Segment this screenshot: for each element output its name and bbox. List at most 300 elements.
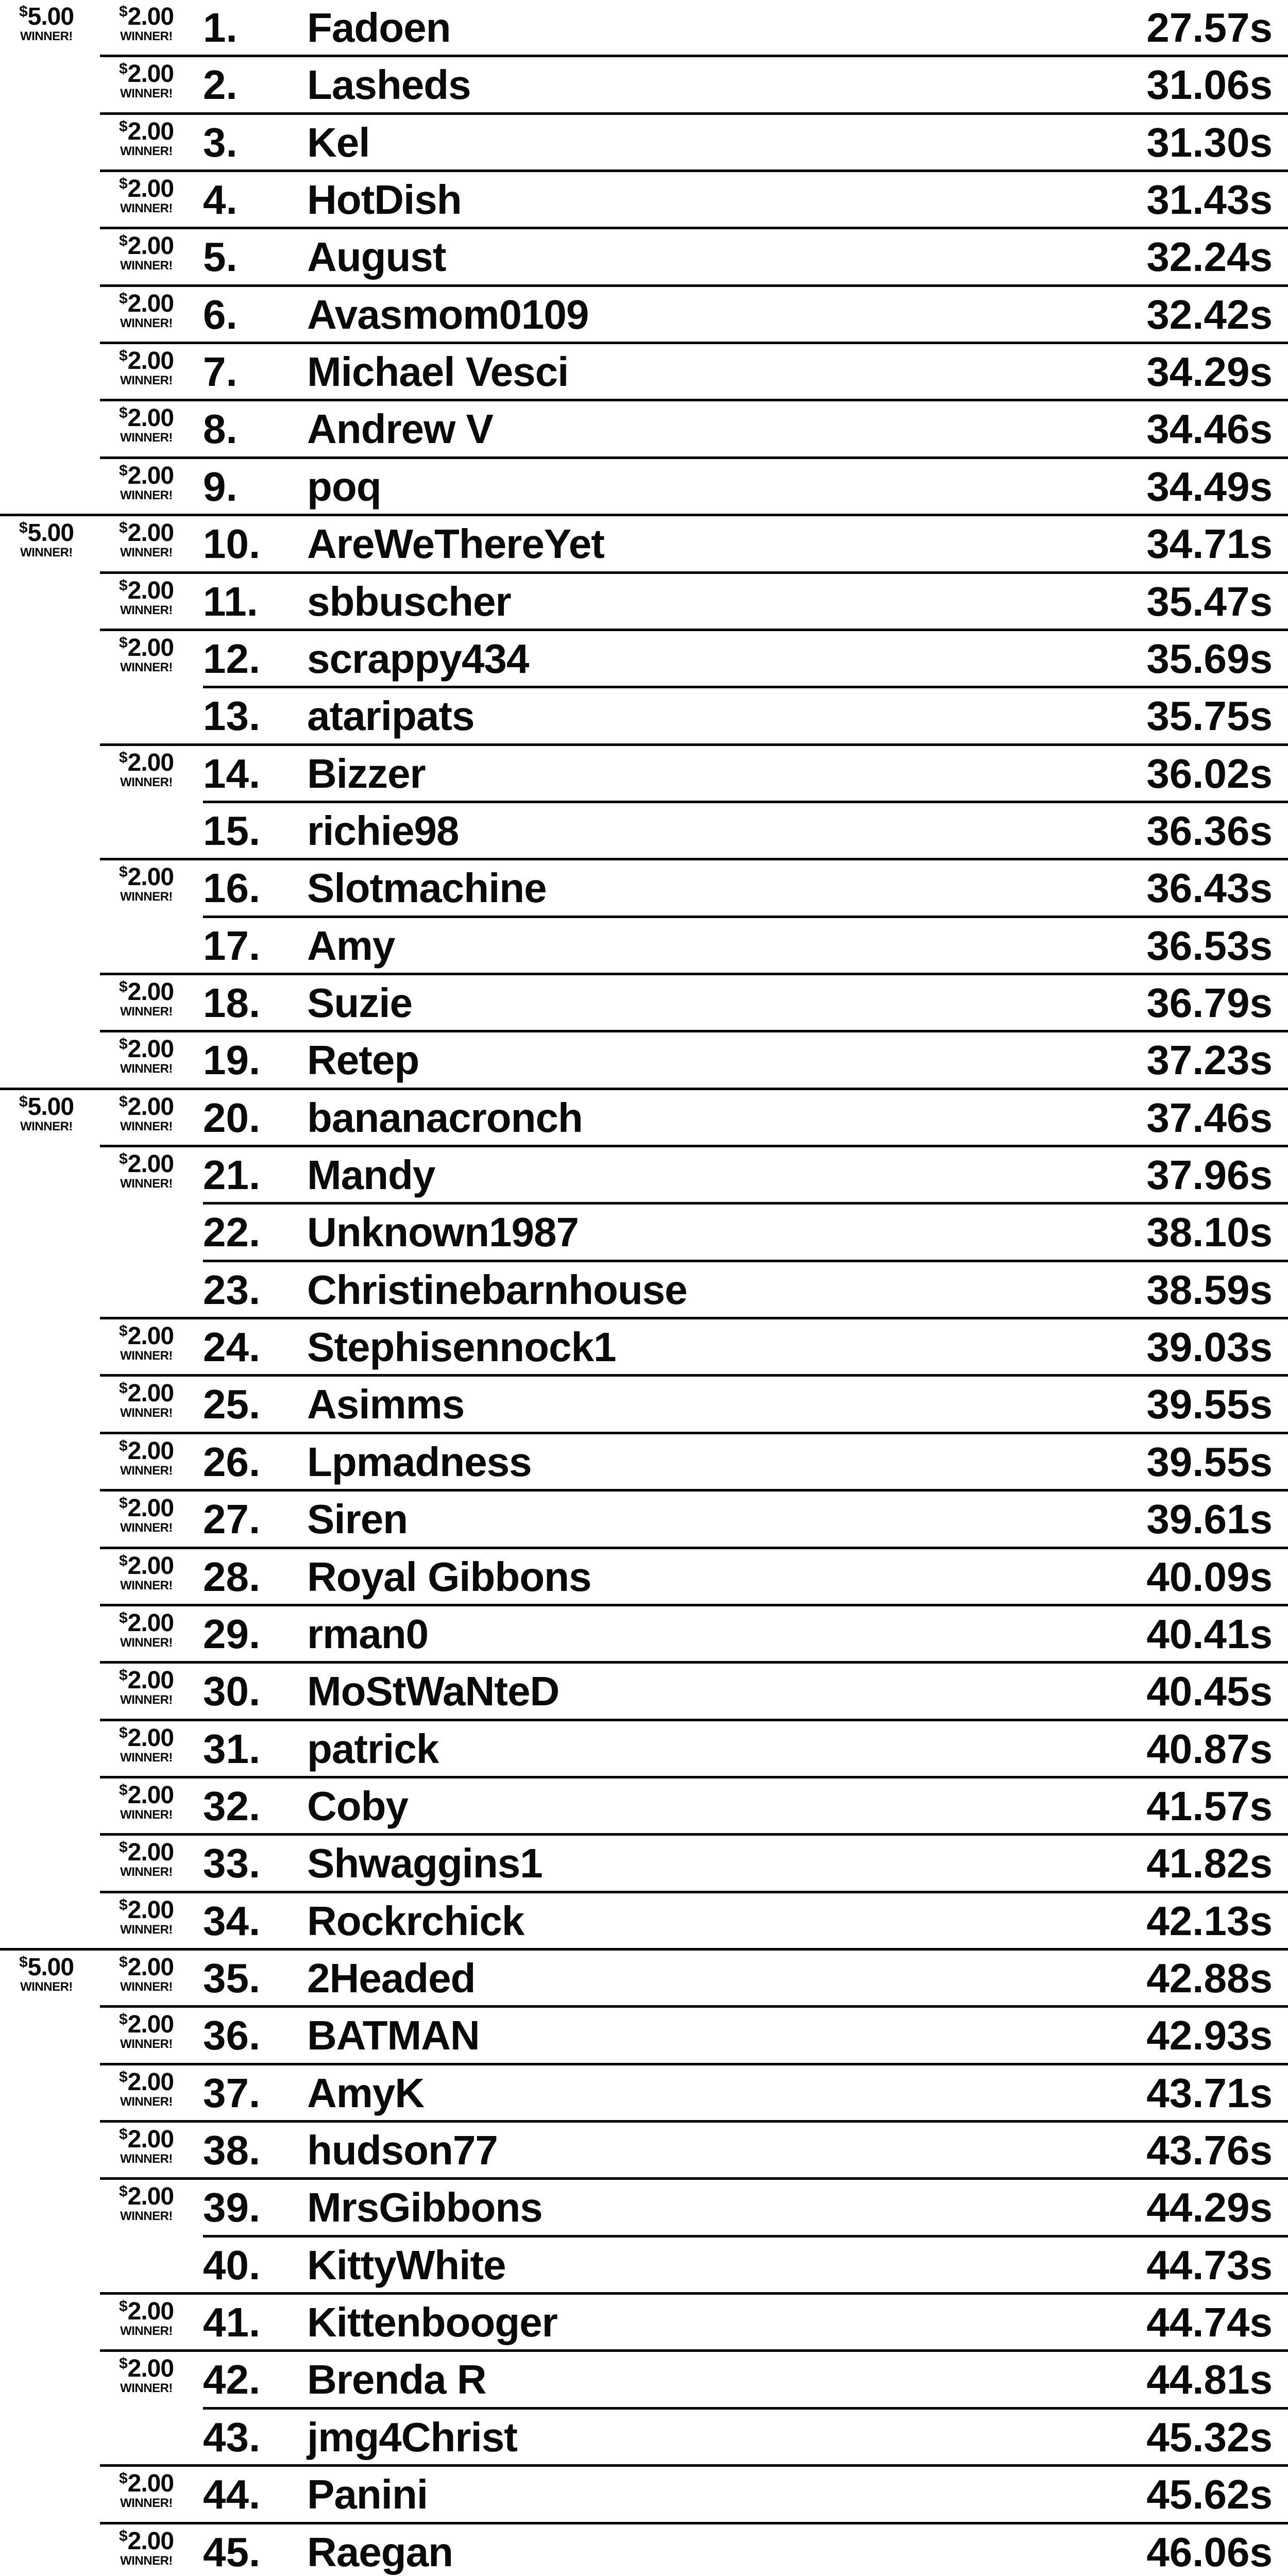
badge-dollars: 2.00 <box>127 978 174 1006</box>
leaderboard-row <box>0 1032 1288 1090</box>
badge-label: WINNER! <box>120 431 173 445</box>
player-name: Avasmom0109 <box>307 291 589 337</box>
two-dollar-winner-badge <box>100 2529 193 2567</box>
player-name: Andrew V <box>307 406 493 452</box>
player-name: Shwaggins1 <box>307 1840 543 1887</box>
player-name: richie98 <box>307 807 459 854</box>
leaderboard-row <box>0 115 1288 172</box>
two-dollar-winner-badge <box>100 1151 193 1190</box>
badge-label: WINNER! <box>120 2209 173 2224</box>
badge-amount <box>119 1381 174 1406</box>
leaderboard-row <box>0 574 1288 631</box>
rank-number: 28. <box>203 1553 261 1600</box>
badge-dollars: 2.00 <box>127 462 174 489</box>
badge-dollars: 2.00 <box>127 175 174 203</box>
two-dollar-winner-badge <box>100 865 193 903</box>
finish-time: 31.30s <box>1146 119 1273 165</box>
badge-label: WINNER! <box>120 1005 173 1019</box>
finish-time: 34.29s <box>1146 349 1273 395</box>
rank-number: 23. <box>203 1266 261 1313</box>
badge-dollars: 5.00 <box>27 519 74 547</box>
badge-dollars: 2.00 <box>127 3 174 30</box>
leaderboard-row <box>0 2008 1288 2065</box>
badge-dollars: 2.00 <box>127 2183 174 2211</box>
badge-label: WINNER! <box>120 144 173 158</box>
leaderboard-row <box>0 1262 1288 1319</box>
badge-amount <box>119 578 174 603</box>
two-dollar-winner-badge <box>100 233 193 272</box>
rank-number: 12. <box>203 635 261 682</box>
leaderboard-row <box>0 1549 1288 1606</box>
two-dollar-winner-badge <box>100 405 193 444</box>
badge-label: WINNER! <box>120 2496 173 2511</box>
finish-time: 35.47s <box>1146 578 1273 624</box>
badge-label: WINNER! <box>120 488 173 502</box>
finish-time: 44.74s <box>1146 2299 1273 2346</box>
badge-amount <box>119 865 174 890</box>
badge-label: WINNER! <box>120 201 173 216</box>
rank-number: 9. <box>203 463 238 510</box>
badge-dollars: 2.00 <box>127 290 174 317</box>
badge-label: WINNER! <box>20 1980 73 1994</box>
badge-dollars: 2.00 <box>127 1036 174 1063</box>
two-dollar-winner-badge <box>100 1496 193 1534</box>
player-name: Kittenbooger <box>307 2299 557 2346</box>
finish-time: 46.06s <box>1146 2529 1273 2575</box>
player-name: AreWeThereYet <box>307 521 604 567</box>
badge-currency: $ <box>118 290 127 307</box>
leaderboard-row <box>0 2065 1288 2123</box>
badge-label: WINNER! <box>120 1349 173 1363</box>
player-name: sbbuscher <box>307 578 511 624</box>
player-name: Stephisennock1 <box>307 1324 616 1370</box>
badge-dollars: 5.00 <box>27 1954 74 1981</box>
badge-dollars: 2.00 <box>127 2355 174 2383</box>
badge-dollars: 2.00 <box>127 347 174 375</box>
player-name: ataripats <box>307 693 474 739</box>
badge-dollars: 2.00 <box>127 2126 174 2154</box>
two-dollar-winner-badge <box>100 1094 193 1133</box>
badge-currency: $ <box>118 1954 127 1971</box>
badge-amount <box>119 1037 174 1062</box>
rank-number: 19. <box>203 1037 261 1083</box>
badge-amount <box>119 1840 174 1865</box>
leaderboard-row <box>0 2524 1288 2576</box>
badge-currency: $ <box>118 2126 127 2143</box>
badge-amount <box>119 1783 174 1808</box>
badge-currency: $ <box>118 1036 127 1053</box>
finish-time: 27.57s <box>1146 5 1273 50</box>
finish-time: 35.75s <box>1146 693 1273 739</box>
leaderboard-row <box>0 975 1288 1032</box>
badge-amount <box>119 1955 174 1980</box>
badge-dollars: 2.00 <box>127 1437 174 1465</box>
badge-label: WINNER! <box>120 1807 173 1822</box>
badge-amount <box>119 176 174 201</box>
badge-currency: $ <box>118 117 127 135</box>
finish-time: 34.71s <box>1146 521 1273 567</box>
rank-number: 2. <box>203 62 238 108</box>
two-dollar-winner-badge <box>100 1897 193 1936</box>
badge-dollars: 2.00 <box>127 863 174 891</box>
rank-number: 5. <box>203 234 238 280</box>
badge-label: WINNER! <box>120 1062 173 1076</box>
player-name: Fadoen <box>307 5 451 50</box>
player-name: scrappy434 <box>307 635 529 682</box>
rank-number: 40. <box>203 2242 261 2288</box>
player-name: Christinebarnhouse <box>307 1266 687 1313</box>
leaderboard-row <box>0 1319 1288 1377</box>
two-dollar-winner-badge <box>100 2070 193 2108</box>
badge-dollars: 2.00 <box>127 519 174 547</box>
badge-amount <box>19 4 74 29</box>
badge-currency: $ <box>19 1954 27 1971</box>
leaderboard-row <box>0 1721 1288 1778</box>
two-dollar-winner-badge <box>100 1725 193 1764</box>
badge-dollars: 2.00 <box>127 1667 174 1694</box>
finish-time: 38.59s <box>1146 1266 1273 1313</box>
rank-number: 8. <box>203 406 238 452</box>
player-name: Royal Gibbons <box>307 1553 591 1600</box>
badge-currency: $ <box>118 232 127 250</box>
badge-amount <box>119 2529 174 2554</box>
badge-currency: $ <box>118 2183 127 2200</box>
two-dollar-winner-badge <box>100 119 193 158</box>
badge-amount <box>119 1496 174 1521</box>
two-dollar-winner-badge <box>100 750 193 789</box>
finish-time: 36.43s <box>1146 865 1273 911</box>
leaderboard-row <box>0 229 1288 286</box>
leaderboard-row <box>0 860 1288 918</box>
badge-amount <box>119 463 174 488</box>
rank-number: 43. <box>203 2414 261 2460</box>
two-dollar-winner-badge <box>100 2471 193 2510</box>
player-name: bananacronch <box>307 1094 583 1141</box>
two-dollar-winner-badge <box>100 1438 193 1477</box>
badge-label: WINNER! <box>120 2037 173 2052</box>
two-dollar-winner-badge <box>100 291 193 330</box>
badge-label: WINNER! <box>120 1578 173 1592</box>
badge-amount <box>119 1151 174 1177</box>
two-dollar-winner-badge <box>100 520 193 559</box>
badge-label: WINNER! <box>120 890 173 904</box>
badge-amount <box>119 750 174 775</box>
badge-currency: $ <box>118 1380 127 1397</box>
rank-number: 22. <box>203 1209 261 1256</box>
leaderboard-row <box>0 1492 1288 1549</box>
badge-label: WINNER! <box>120 1865 173 1879</box>
badge-currency: $ <box>118 1781 127 1799</box>
rank-number: 26. <box>203 1438 261 1485</box>
badge-label: WINNER! <box>120 1463 173 1478</box>
badge-currency: $ <box>118 2470 127 2487</box>
player-name: MrsGibbons <box>307 2184 543 2231</box>
rank-number: 1. <box>203 5 238 50</box>
two-dollar-winner-badge <box>100 2184 193 2223</box>
rank-number: 10. <box>203 521 261 567</box>
player-name: hudson77 <box>307 2127 498 2174</box>
finish-time: 39.55s <box>1146 1381 1273 1428</box>
finish-time: 36.02s <box>1146 750 1273 796</box>
finish-time: 39.55s <box>1146 1438 1273 1485</box>
rank-number: 21. <box>203 1152 261 1198</box>
badge-currency: $ <box>118 2011 127 2028</box>
leaderboard-row <box>0 344 1288 401</box>
badge-dollars: 2.00 <box>127 1150 174 1178</box>
leaderboard-row <box>0 1893 1288 1951</box>
badge-currency: $ <box>118 1839 127 1856</box>
badge-amount <box>119 4 174 29</box>
player-name: Suzie <box>307 980 412 1026</box>
player-name: Kel <box>307 119 370 165</box>
finish-time: 36.36s <box>1146 807 1273 854</box>
badge-amount <box>19 1094 74 1120</box>
badge-label: WINNER! <box>120 374 173 388</box>
player-name: Bizzer <box>307 750 426 796</box>
player-name: BATMAN <box>307 2012 480 2059</box>
two-dollar-winner-badge <box>100 348 193 387</box>
rank-number: 24. <box>203 1324 261 1370</box>
badge-dollars: 2.00 <box>127 404 174 432</box>
finish-time: 45.32s <box>1146 2414 1273 2460</box>
badge-label: WINNER! <box>120 1693 173 1707</box>
player-name: Coby <box>307 1783 408 1829</box>
rank-number: 6. <box>203 291 238 337</box>
badge-currency: $ <box>118 1724 127 1741</box>
badge-currency: $ <box>118 1495 127 1512</box>
leaderboard-row <box>0 516 1288 573</box>
badge-amount <box>119 635 174 660</box>
finish-time: 32.24s <box>1146 234 1273 280</box>
badge-amount <box>119 520 174 546</box>
badge-dollars: 2.00 <box>127 1495 174 1522</box>
badge-currency: $ <box>118 1093 127 1110</box>
rank-number: 44. <box>203 2471 261 2518</box>
leaderboard-row <box>0 1205 1288 1262</box>
rank-number: 42. <box>203 2357 261 2403</box>
rank-number: 16. <box>203 865 261 911</box>
finish-time: 34.49s <box>1146 463 1273 510</box>
player-name: patrick <box>307 1725 439 1772</box>
player-name: Mandy <box>307 1152 435 1198</box>
badge-amount <box>119 2184 174 2209</box>
finish-time: 44.29s <box>1146 2184 1273 2231</box>
rank-number: 41. <box>203 2299 261 2346</box>
finish-time: 36.79s <box>1146 980 1273 1026</box>
leaderboard-row <box>0 803 1288 860</box>
badge-currency: $ <box>118 749 127 766</box>
finish-time: 41.57s <box>1146 1783 1273 1829</box>
player-name: Amy <box>307 922 395 969</box>
finish-time: 44.81s <box>1146 2357 1273 2403</box>
five-dollar-winner-badge <box>2 520 91 559</box>
finish-time: 35.69s <box>1146 635 1273 682</box>
badge-currency: $ <box>118 1667 127 1684</box>
leaderboard-row <box>0 172 1288 229</box>
two-dollar-winner-badge <box>100 463 193 502</box>
five-dollar-winner-badge <box>2 4 91 43</box>
badge-dollars: 2.00 <box>127 2068 174 2096</box>
finish-time: 43.76s <box>1146 2127 1273 2174</box>
leaderboard-row <box>0 1434 1288 1492</box>
finish-time: 45.62s <box>1146 2471 1273 2518</box>
rank-number: 29. <box>203 1611 261 1657</box>
leaderboard-row <box>0 2295 1288 2352</box>
rank-number: 36. <box>203 2012 261 2059</box>
badge-currency: $ <box>118 3 127 20</box>
badge-label: WINNER! <box>120 2094 173 2109</box>
two-dollar-winner-badge <box>100 176 193 215</box>
badge-amount <box>119 1553 174 1579</box>
badge-dollars: 2.00 <box>127 60 174 88</box>
badge-dollars: 2.00 <box>127 634 174 662</box>
badge-currency: $ <box>118 978 127 995</box>
badge-label: WINNER! <box>120 316 173 330</box>
badge-dollars: 2.00 <box>127 577 174 604</box>
leaderboard-row <box>0 2410 1288 2467</box>
two-dollar-winner-badge <box>100 2356 193 2395</box>
badge-currency: $ <box>118 2355 127 2372</box>
rank-number: 11. <box>203 578 258 624</box>
badge-dollars: 2.00 <box>127 749 174 776</box>
rank-number: 27. <box>203 1496 261 1543</box>
leaderboard-row <box>0 459 1288 516</box>
badge-amount <box>119 348 174 374</box>
badge-currency: $ <box>118 404 127 422</box>
badge-label: WINNER! <box>120 1750 173 1765</box>
two-dollar-winner-badge <box>100 4 193 43</box>
badge-currency: $ <box>118 60 127 78</box>
rank-number: 35. <box>203 1955 261 2001</box>
finish-time: 39.03s <box>1146 1324 1273 1370</box>
badge-amount <box>19 1955 74 1980</box>
badge-amount <box>119 1725 174 1751</box>
badge-dollars: 5.00 <box>27 3 74 30</box>
leaderboard-row <box>0 2352 1288 2409</box>
leaderboard-row <box>0 1836 1288 1893</box>
finish-time: 40.87s <box>1146 1725 1273 1772</box>
rank-number: 33. <box>203 1840 261 1887</box>
finish-time: 39.61s <box>1146 1496 1273 1543</box>
leaderboard-row <box>0 746 1288 803</box>
leaderboard-row <box>0 1951 1288 2008</box>
badge-dollars: 2.00 <box>127 1323 174 1350</box>
two-dollar-winner-badge <box>100 1324 193 1362</box>
rank-number: 15. <box>203 807 261 854</box>
badge-label: WINNER! <box>120 660 173 674</box>
two-dollar-winner-badge <box>100 1840 193 1878</box>
badge-dollars: 2.00 <box>127 117 174 145</box>
badge-dollars: 2.00 <box>127 1954 174 1981</box>
finish-time: 37.96s <box>1146 1152 1273 1198</box>
player-name: HotDish <box>307 177 462 223</box>
rank-number: 39. <box>203 2184 261 2231</box>
two-dollar-winner-badge <box>100 979 193 1018</box>
badge-currency: $ <box>118 1552 127 1569</box>
player-name: AmyK <box>307 2070 425 2116</box>
player-name: jmg4Christ <box>307 2414 517 2460</box>
player-name: Rockrchick <box>307 1897 524 1944</box>
leaderboard-row <box>0 631 1288 688</box>
finish-time: 42.13s <box>1146 1897 1273 1944</box>
rank-number: 37. <box>203 2070 261 2116</box>
badge-amount <box>119 2070 174 2095</box>
badge-currency: $ <box>118 2298 127 2315</box>
badge-label: WINNER! <box>120 29 173 43</box>
badge-label: WINNER! <box>120 1521 173 1535</box>
badge-dollars: 2.00 <box>127 1552 174 1580</box>
player-name: KittyWhite <box>307 2242 506 2288</box>
badge-currency: $ <box>19 519 27 537</box>
two-dollar-winner-badge <box>100 1611 193 1649</box>
badge-label: WINNER! <box>120 546 173 560</box>
badge-dollars: 2.00 <box>127 2298 174 2326</box>
finish-time: 42.88s <box>1146 1955 1273 2001</box>
badge-dollars: 2.00 <box>127 1781 174 1809</box>
badge-amount <box>119 61 174 87</box>
player-name: MoStWaNteD <box>307 1668 560 1715</box>
rank-number: 14. <box>203 750 261 796</box>
badge-amount <box>119 1324 174 1349</box>
player-name: 2Headed <box>307 1955 476 2001</box>
badge-currency: $ <box>118 2527 127 2545</box>
badge-label: WINNER! <box>120 1635 173 1650</box>
badge-dollars: 2.00 <box>127 1093 174 1121</box>
badge-amount <box>119 979 174 1005</box>
rank-number: 45. <box>203 2529 261 2575</box>
two-dollar-winner-badge <box>100 1037 193 1075</box>
player-name: Lasheds <box>307 62 471 108</box>
badge-label: WINNER! <box>20 29 73 43</box>
badge-amount <box>119 1611 174 1636</box>
rank-number: 34. <box>203 1897 261 1944</box>
two-dollar-winner-badge <box>100 635 193 674</box>
badge-label: WINNER! <box>120 2152 173 2166</box>
player-name: Asimms <box>307 1381 465 1428</box>
finish-time: 38.10s <box>1146 1209 1273 1256</box>
leaderboard-row <box>0 2467 1288 2524</box>
badge-amount <box>119 405 174 431</box>
rank-number: 38. <box>203 2127 261 2174</box>
two-dollar-winner-badge <box>100 1783 193 1821</box>
finish-time: 40.41s <box>1146 1611 1273 1657</box>
badge-amount <box>119 1094 174 1120</box>
badge-currency: $ <box>118 347 127 365</box>
badge-currency: $ <box>118 1150 127 1168</box>
finish-time: 44.73s <box>1146 2242 1273 2288</box>
badge-label: WINNER! <box>120 1922 173 1937</box>
badge-label: WINNER! <box>20 1119 73 1133</box>
badge-amount <box>119 1438 174 1464</box>
badge-dollars: 2.00 <box>127 1724 174 1752</box>
badge-currency: $ <box>118 2068 127 2086</box>
badge-dollars: 2.00 <box>127 2527 174 2555</box>
badge-currency: $ <box>19 1093 27 1110</box>
rank-number: 7. <box>203 349 238 395</box>
finish-time: 31.43s <box>1146 177 1273 223</box>
rank-number: 25. <box>203 1381 261 1428</box>
leaderboard-row <box>0 1778 1288 1836</box>
badge-label: WINNER! <box>120 2381 173 2396</box>
finish-time: 32.42s <box>1146 291 1273 337</box>
leaderboard-row <box>0 1606 1288 1664</box>
badge-dollars: 2.00 <box>127 1609 174 1637</box>
five-dollar-winner-badge <box>2 1955 91 1993</box>
rank-number: 31. <box>203 1725 261 1772</box>
badge-amount <box>119 291 174 316</box>
player-name: Michael Vesci <box>307 349 569 395</box>
badge-label: WINNER! <box>120 603 173 617</box>
